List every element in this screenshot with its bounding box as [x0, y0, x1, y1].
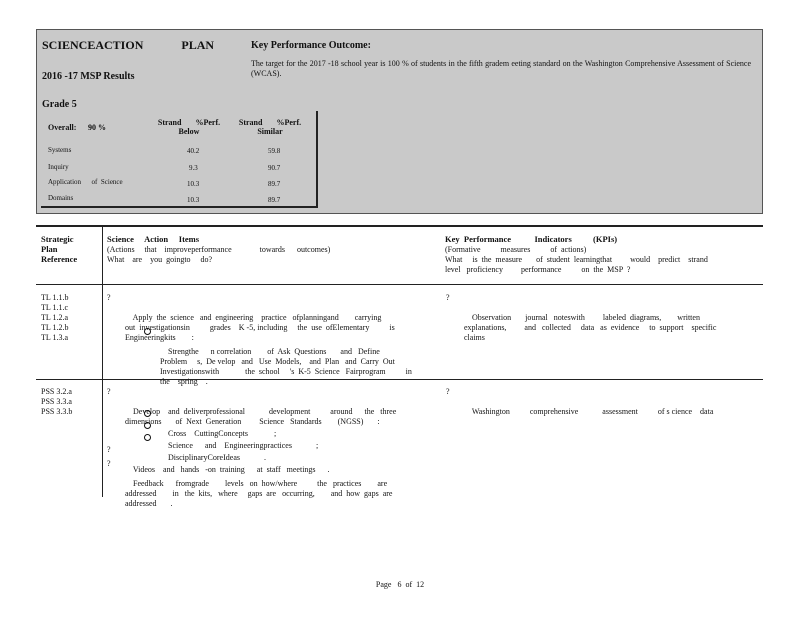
- row-below: 10.3: [187, 196, 200, 204]
- circle-bullet-icon: [144, 422, 151, 429]
- circle-bullet-icon: [144, 434, 151, 441]
- reference-code: TL 1.2.a: [41, 313, 69, 322]
- key-outcome-label: Key Performance Outcome:: [251, 40, 371, 51]
- kpi-text: Washington comprehensive assessment of s cience data: [471, 407, 714, 416]
- reference-code: PSS 3.3.b: [41, 407, 73, 416]
- kpi-item: [446, 293, 764, 353]
- page-title: [42, 38, 214, 53]
- action-text: Apply the science and engineering practice ofplanningand carrying out investigationsin grades K -5, including the use ofElementary is Engineeringkits :: [125, 313, 395, 342]
- header-actions-title: Science Action Items: [107, 234, 200, 244]
- col-strand-below: Strand %Perf. Below: [157, 118, 221, 136]
- header-reference: Strategic Plan Reference: [41, 234, 78, 264]
- page-number: Page 6 of 12: [375, 580, 425, 589]
- circle-bullet-icon: [144, 410, 151, 417]
- header-kpi-sub1: (Formative measures of actions): [445, 245, 587, 254]
- reference-code: TL 1.2.b: [41, 323, 69, 332]
- overall-value: 90 %: [88, 123, 106, 132]
- row-name: Systems: [48, 146, 72, 154]
- header-actions-sub1: (Actions that improveperformance towards outcomes): [107, 245, 331, 254]
- row-below: 10.3: [187, 180, 200, 188]
- row-name: Application of Science: [48, 178, 123, 186]
- reference-code: PSS 3.3.a: [41, 397, 72, 406]
- action-table: [36, 225, 763, 508]
- bullet-mark: ?: [107, 293, 111, 302]
- row-similar: 59.8: [268, 147, 281, 155]
- bullet-mark: ?: [107, 445, 111, 454]
- header-actions-sub2: What are you goingto do?: [107, 255, 213, 264]
- kpi-text: Observation journal noteswith labeled diagrams, written explanations, and collected data as evidence to support specific claims: [464, 313, 717, 342]
- subitem-text: Science and Engineeringpractices ;: [168, 441, 319, 450]
- col-strand-similar: Strand %Perf. Similar: [238, 118, 302, 136]
- key-outcome-text: The target for the 2017 -18 school year is 100 % of students in the fifth gradem eeting standard on the Washington Comprehensive Assessment of Science (WCAS).: [251, 59, 751, 78]
- header-kpi-title: Key Performance Indicators (KPIs): [445, 234, 618, 244]
- bullet-mark: ?: [446, 387, 450, 396]
- row-name: Domains: [48, 194, 74, 202]
- row-similar: 89.7: [268, 180, 281, 188]
- title-left: SCIENCEACTION: [42, 38, 144, 52]
- header-kpi-sub2: What is the measure of student learningthat would predict strand: [445, 255, 708, 264]
- action-text: Develop and deliverprofessional development around the three dimensions of Next Generation Science Standards (NGSS) :: [125, 407, 397, 426]
- row-divider: [36, 284, 763, 285]
- action-item: [107, 459, 425, 519]
- reference-code: TL 1.1.b: [41, 293, 69, 302]
- action-text: Feedback fromgrade levels on how/where the practices are addressed in the kits, where gaps are occurring, and how gaps are addressed .: [125, 479, 393, 508]
- subitem-text: Strengthe n correlation of Ask Questions and Define Problem s, De velop and Use Models, and Plan and Carry Out Investigationswith the school 's K-5 Science Fairprogram in the spring .: [160, 347, 412, 386]
- subitem-text: DisciplinaryCoreIdeas .: [168, 453, 266, 462]
- results-heading: 2016 -17 MSP Results: [42, 71, 135, 82]
- row-similar: 90.7: [268, 164, 281, 172]
- bullet-mark: ?: [107, 387, 111, 396]
- row-below: 40.2: [187, 147, 200, 155]
- grade-label: Grade 5: [42, 99, 77, 110]
- reference-code: TL 1.1.c: [41, 303, 69, 312]
- circle-bullet-icon: [144, 328, 151, 335]
- action-text: Videos and hands -on training at staff meetings .: [132, 465, 330, 474]
- column-divider: [102, 227, 103, 497]
- reference-code: TL 1.3.a: [41, 333, 69, 342]
- title-right: PLAN: [181, 38, 215, 52]
- header-kpi-sub3: level proficiency performance on the MSP ?: [445, 265, 631, 274]
- row-similar: 89.7: [268, 196, 281, 204]
- performance-table: [41, 111, 318, 208]
- bullet-mark: ?: [107, 459, 111, 468]
- bullet-mark: ?: [446, 293, 450, 302]
- overall-label: Overall:: [48, 123, 77, 132]
- subitem-text: Cross CuttingConcepts ;: [168, 429, 277, 438]
- reference-code: PSS 3.2.a: [41, 387, 72, 396]
- row-below: 9.3: [189, 164, 198, 172]
- row-name: Inquiry: [48, 163, 69, 171]
- kpi-item: [446, 387, 764, 427]
